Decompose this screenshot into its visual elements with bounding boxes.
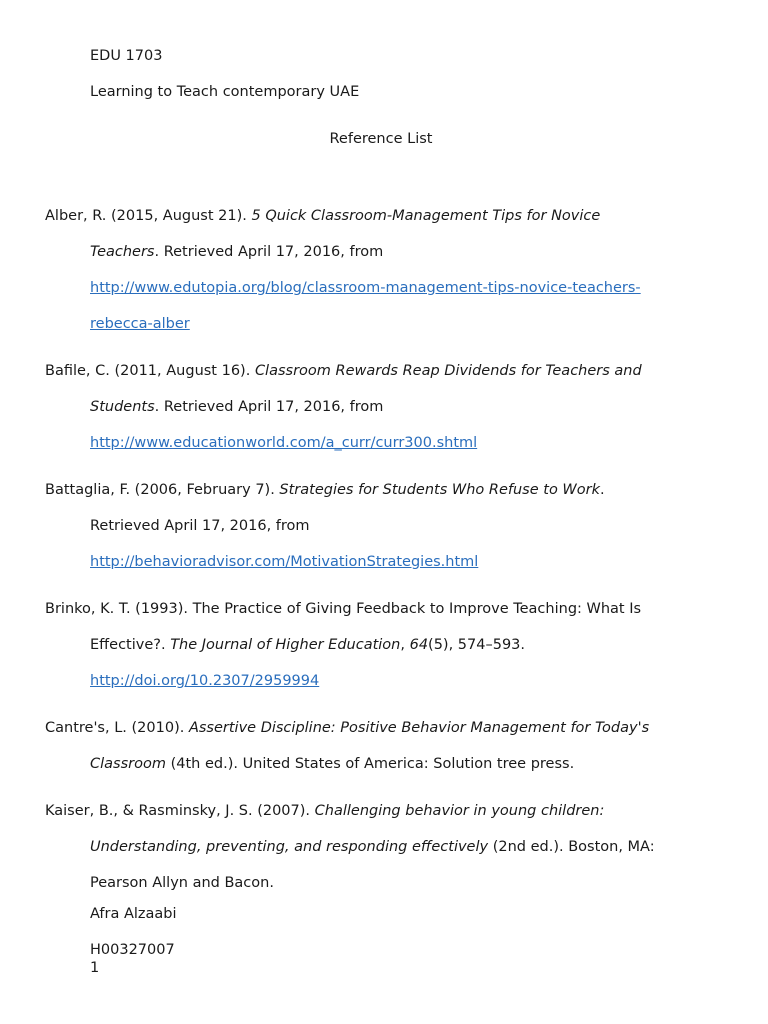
reference-title: Assertive Discipline: Positive Behavior Management for Today's — [188, 720, 650, 736]
student-id: H00327007 — [90, 942, 175, 958]
reference-author-date: Battaglia, F. (2006, February 7). — [45, 482, 280, 498]
reference-battaglia-line1 — [45, 481, 605, 499]
reference-link[interactable]: rebecca-alber — [90, 316, 190, 332]
course-code: EDU 1703 — [90, 48, 163, 64]
reference-title: Students — [90, 399, 155, 415]
reference-link[interactable]: http://behavioradvisor.com/MotivationStrategies.html — [90, 554, 479, 570]
reference-alber-line2 — [90, 243, 383, 261]
reference-brinko-line2 — [90, 636, 525, 654]
reference-title: Understanding, preventing, and responding effectively — [90, 839, 489, 855]
reference-link[interactable]: http://doi.org/10.2307/2959994 — [90, 673, 320, 689]
reference-publisher: (4th ed.). United States of America: Solution tree press. — [165, 756, 575, 772]
reference-title: 5 Quick Classroom-Management Tips for Novice — [251, 208, 601, 224]
reference-kaiser-line1 — [45, 802, 604, 820]
reference-journal: The Journal of Higher Education — [170, 637, 401, 653]
reference-brinko-line3 — [90, 672, 319, 690]
reference-punct: . — [600, 482, 605, 498]
reference-title: Classroom Rewards Reap Dividends for Teachers and — [254, 363, 642, 379]
reference-alber-line4 — [90, 315, 190, 333]
reference-link[interactable]: http://www.edutopia.org/blog/classroom-management-tips-novice-teachers- — [90, 280, 641, 296]
reference-alber-line3 — [90, 279, 641, 297]
reference-author-date: Kaiser, B., & Rasminsky, J. S. (2007). — [45, 803, 315, 819]
reference-author-date: Cantre's, L. (2010). — [45, 720, 189, 736]
course-title: Learning to Teach contemporary UAE — [90, 84, 360, 100]
reference-title: Teachers — [90, 244, 155, 260]
reference-volume: 64 — [409, 637, 429, 653]
reference-author-date: Bafile, C. (2011, August 16). — [45, 363, 255, 379]
author-name: Afra Alzaabi — [90, 906, 177, 922]
reference-title: Classroom — [90, 756, 166, 772]
reference-title: Effective?. — [90, 637, 171, 653]
reference-bafile-line1 — [45, 362, 642, 380]
page-title: Reference List — [329, 131, 433, 147]
reference-battaglia-line3 — [90, 553, 478, 571]
reference-link[interactable]: http://www.educationworld.com/a_curr/curr300.shtml — [90, 435, 478, 451]
reference-retrieved: . Retrieved April 17, 2016, from — [154, 244, 384, 260]
reference-edition: (2nd ed.). Boston, MA: — [488, 839, 655, 855]
reference-cantres-line1 — [45, 719, 649, 737]
page-number: 1 — [90, 960, 100, 976]
reference-separator: , — [400, 637, 410, 653]
reference-cantres-line2 — [90, 755, 574, 773]
reference-brinko-line1: Brinko, K. T. (1993). The Practice of Giving Feedback to Improve Teaching: What Is — [45, 601, 642, 617]
reference-title: Challenging behavior in young children: — [314, 803, 605, 819]
reference-kaiser-line3: Pearson Allyn and Bacon. — [90, 875, 274, 891]
reference-author-date: Alber, R. (2015, August 21). — [45, 208, 252, 224]
reference-retrieved: . Retrieved April 17, 2016, from — [154, 399, 384, 415]
reference-bafile-line2 — [90, 398, 383, 416]
reference-title: Strategies for Students Who Refuse to Work — [279, 482, 600, 498]
reference-kaiser-line2 — [90, 838, 655, 856]
reference-bafile-line3 — [90, 434, 477, 452]
reference-alber-line1 — [45, 207, 600, 225]
reference-battaglia-line2: Retrieved April 17, 2016, from — [90, 518, 310, 534]
reference-issue-pages: (5), 574–593. — [428, 637, 526, 653]
